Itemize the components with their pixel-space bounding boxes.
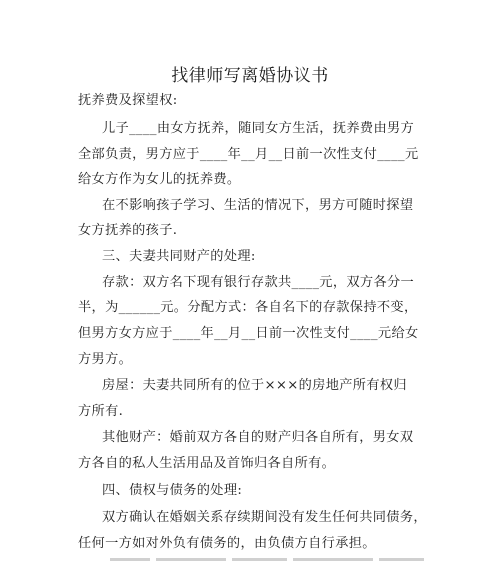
paragraph-line: 方男方。 bbox=[78, 352, 133, 367]
paragraph-line: 双方确认在婚姻关系存续期间没有发生任何共同债务， bbox=[102, 510, 427, 525]
paragraph-line: 方所有. bbox=[78, 404, 124, 419]
paragraph-line: 给女方作为女儿的抚养费。 bbox=[78, 172, 241, 187]
paragraph-line: 其他财产：婚前双方各自的财产归各自所有，男女双 bbox=[102, 430, 414, 445]
paragraph-line: 女方抚养的孩子. bbox=[78, 223, 178, 238]
section-heading: 四、债权与债务的处理: bbox=[102, 483, 243, 498]
paragraph-line: 任何一方如对外负有债务的，由负债方自行承担。 bbox=[78, 536, 376, 551]
paragraph-line: 存款：双方名下现有银行存款共____元，双方各分一 bbox=[102, 275, 415, 290]
cut-off-text-line bbox=[110, 558, 440, 566]
paragraph-line: 方各自的私人生活用品及首饰归各自所有。 bbox=[78, 456, 336, 471]
paragraph-line: 全部负责，男方应于____年__月__日前一次性支付____元 bbox=[78, 147, 419, 162]
section-heading: 三、夫妻共同财产的处理: bbox=[102, 249, 256, 264]
paragraph-line: 在不影响孩子学习、生活的情况下，男方可随时探望 bbox=[102, 198, 414, 213]
paragraph-line: 半，为______元。分配方式：各自名下的存款保持不变， bbox=[78, 300, 418, 315]
paragraph-line: 房屋：夫妻共同所有的位于×××的房地产所有权归 bbox=[102, 378, 407, 393]
document-title: 找律师写离婚协议书 bbox=[171, 66, 329, 86]
paragraph-line: 儿子____由女方抚养，随同女方生活，抚养费由男方 bbox=[102, 121, 415, 136]
paragraph-line: 但男方女方应于____年__月__日前一次性支付____元给女 bbox=[78, 326, 419, 341]
paragraph-line: 抚养费及探望权: bbox=[78, 93, 178, 108]
